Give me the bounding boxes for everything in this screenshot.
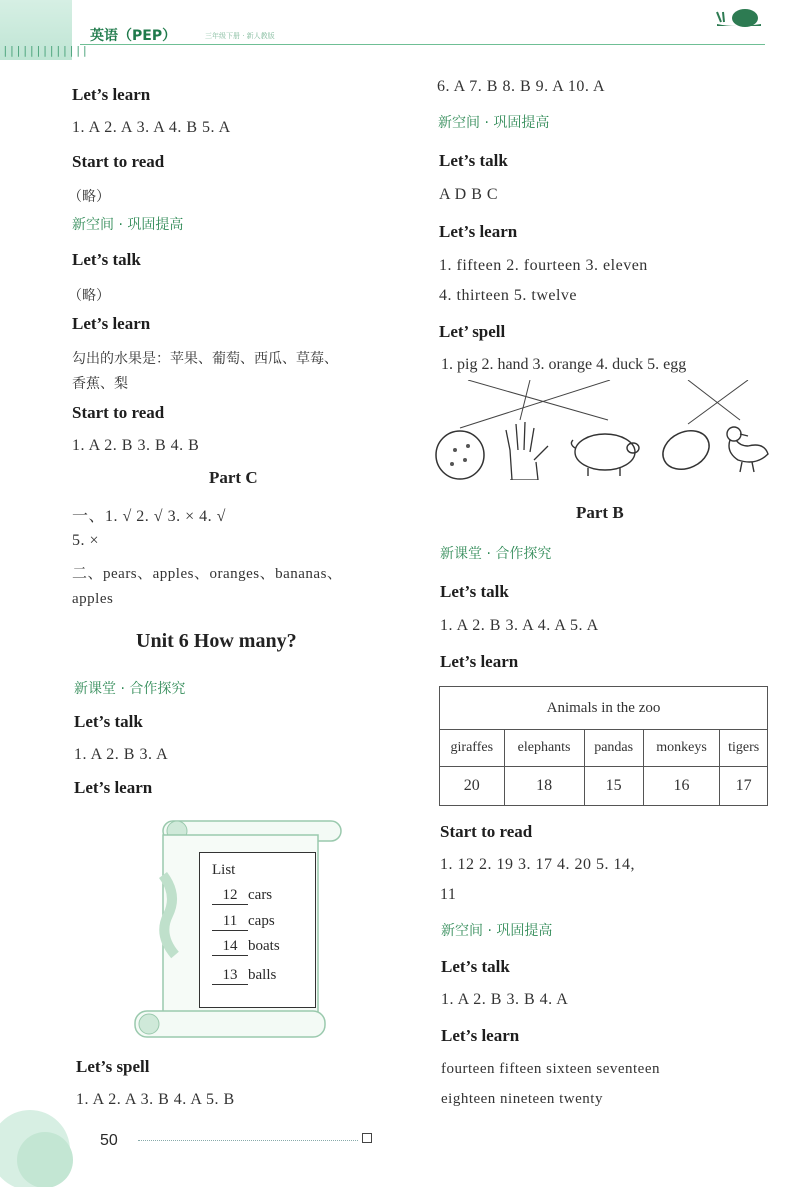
answer-line: 勾出的水果是：苹果、葡萄、西瓜、草莓、 xyxy=(72,351,338,367)
answer-line: 1. 12 2. 19 3. 17 4. 20 5. 14, xyxy=(440,856,635,873)
answer-line: 1. fifteen 2. fourteen 3. eleven xyxy=(439,257,648,274)
answer-line: 1. A 2. A 3. A 4. B 5. A xyxy=(72,119,231,136)
answer-line: 香蕉、梨 xyxy=(72,376,128,392)
answer-line: （略） xyxy=(68,189,110,205)
section-heading: Let’s learn xyxy=(72,314,151,333)
book-subtitle: 三年级下册 · 新人教版 xyxy=(205,32,275,40)
orange-icon xyxy=(436,431,484,479)
table-cell: 18 xyxy=(504,767,584,806)
section-heading: Let’s talk xyxy=(440,582,509,601)
part-heading: Part B xyxy=(576,503,624,522)
footer-square-icon xyxy=(362,1133,372,1143)
book-title: 英语（PEP） xyxy=(90,28,177,44)
answer-line: 1. A 2. A 3. B 4. A 5. B xyxy=(76,1091,235,1108)
answer-line: fourteen fifteen sixteen seventeen xyxy=(441,1061,660,1077)
duck-icon xyxy=(727,427,768,472)
table-caption: Animals in the zoo xyxy=(440,687,768,730)
section-banner: 新课堂 · 合作探究 xyxy=(74,681,186,697)
match-line xyxy=(468,380,608,420)
unit-title: Unit 6 How many? xyxy=(136,630,297,652)
list-word: caps xyxy=(248,913,275,929)
pig-icon xyxy=(571,434,639,476)
list-word: balls xyxy=(248,967,277,983)
table-row xyxy=(440,767,768,806)
list-number: 12 xyxy=(212,887,248,905)
section-heading: Start to read xyxy=(440,822,533,841)
spell-pictures xyxy=(430,380,780,480)
footer-decoration xyxy=(0,1100,90,1187)
list-word: boats xyxy=(248,938,280,954)
section-banner: 新空间 · 巩固提高 xyxy=(72,217,184,233)
zoo-table xyxy=(439,686,768,806)
section-banner: 新课堂 · 合作探究 xyxy=(440,546,552,562)
answer-line: 1. A 2. B 3. A xyxy=(74,746,169,763)
section-heading: Let’s talk xyxy=(72,250,141,269)
page-number: 50 xyxy=(100,1132,118,1149)
table-header: elephants xyxy=(504,730,584,767)
answer-line: eighteen nineteen twenty xyxy=(441,1091,603,1107)
table-cell: 20 xyxy=(440,767,505,806)
answer-line: 1. A 2. B 3. B 4. B xyxy=(72,437,200,454)
list-item xyxy=(212,967,276,985)
list-word: cars xyxy=(248,887,273,903)
section-heading: Let’s learn xyxy=(439,222,518,241)
snail-icon xyxy=(715,4,765,28)
section-heading: Let’s talk xyxy=(439,151,508,170)
section-banner: 新空间 · 巩固提高 xyxy=(438,115,550,131)
table-header: pandas xyxy=(584,730,643,767)
answer-line: 1. A 2. B 3. A 4. A 5. A xyxy=(440,617,599,634)
egg-icon xyxy=(657,424,716,477)
table-header: monkeys xyxy=(643,730,720,767)
answer-line: 11 xyxy=(440,886,457,903)
table-header-row xyxy=(440,730,768,767)
section-heading: Start to read xyxy=(72,152,165,171)
part-heading: Part C xyxy=(209,468,258,487)
section-heading: Let’s talk xyxy=(441,957,510,976)
answer-line: 一、1. √ 2. √ 3. × 4. √ xyxy=(72,508,226,525)
header-rule xyxy=(80,44,765,45)
answer-line: 4. thirteen 5. twelve xyxy=(439,287,578,304)
table-cell: 16 xyxy=(643,767,720,806)
section-heading: Let’s learn xyxy=(441,1026,520,1045)
list-item xyxy=(212,887,272,905)
answer-line: 5. × xyxy=(72,532,100,549)
match-line xyxy=(520,380,530,420)
answer-line: 二、pears、apples、oranges、bananas、 xyxy=(72,566,343,582)
section-heading: Let’ spell xyxy=(439,322,506,341)
list-title: List xyxy=(212,862,236,878)
list-number: 13 xyxy=(212,967,248,985)
section-banner: 新空间 · 巩固提高 xyxy=(441,923,553,939)
section-heading: Let’s talk xyxy=(74,712,143,731)
section-heading: Let’s learn xyxy=(74,778,153,797)
match-line xyxy=(688,380,740,420)
footer-dotted-rule xyxy=(138,1140,358,1141)
list-item xyxy=(212,938,280,956)
answer-line: （略） xyxy=(68,288,110,304)
section-heading: Start to read xyxy=(72,403,165,422)
table-cell: 17 xyxy=(720,767,768,806)
hand-icon xyxy=(506,422,548,480)
table-header: giraffes xyxy=(440,730,505,767)
section-heading: Let’s spell xyxy=(76,1057,150,1076)
header-bars: ||||||||||||| xyxy=(2,44,89,57)
answer-line: 6. A 7. B 8. B 9. A 10. A xyxy=(437,78,606,95)
answer-line: 1. A 2. B 3. B 4. A xyxy=(441,991,569,1008)
list-number: 14 xyxy=(212,938,248,956)
section-heading: Let’s learn xyxy=(440,652,519,671)
answer-line: apples xyxy=(72,591,114,607)
table-cell: 15 xyxy=(584,767,643,806)
spell-words: 1. pig 2. hand 3. orange 4. duck 5. egg xyxy=(441,356,687,373)
table-header: tigers xyxy=(720,730,768,767)
section-heading: Let’s learn xyxy=(72,85,151,104)
list-item xyxy=(212,913,275,931)
answer-line: A D B C xyxy=(439,186,499,203)
match-line xyxy=(460,380,610,428)
list-number: 11 xyxy=(212,913,248,931)
